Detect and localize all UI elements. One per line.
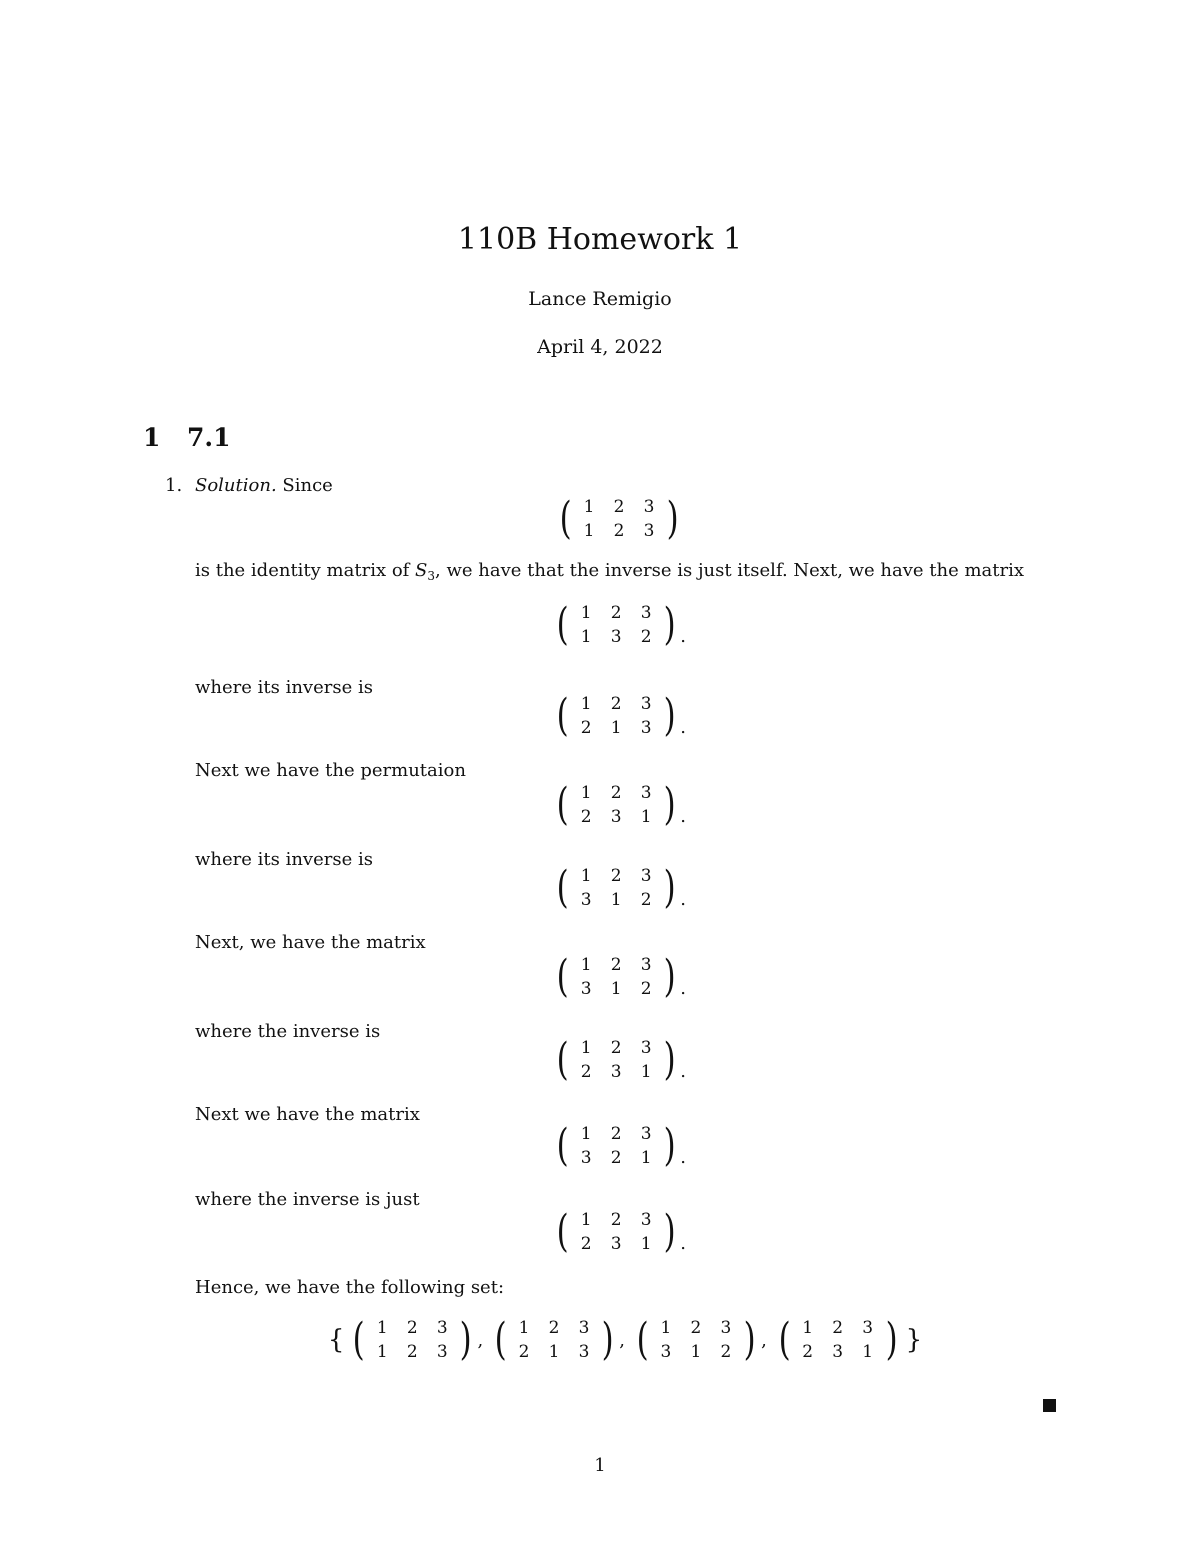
set-element-matrix: ( 1 2 3 2 1 3 ) <box>494 1314 614 1365</box>
set-element-matrix: ( 1 2 3 1 2 3 ) <box>352 1314 472 1365</box>
paragraph-text: Hence, we have the following set: <box>195 1277 505 1298</box>
matrix-block <box>0 493 1200 544</box>
solution-label: Solution. <box>195 475 277 496</box>
left-paren: ( <box>559 493 572 544</box>
set-element-matrix: ( 1 2 3 2 3 1 ) <box>778 1314 898 1365</box>
paragraph-text: where the inverse is just <box>195 1189 420 1210</box>
permutation-matrix: ( 1 2 3 2 3 1 ) <box>556 779 676 830</box>
permutation-matrix: ( 1 2 3 2 3 1 ) <box>556 1034 676 1085</box>
solution-heading <box>195 475 333 496</box>
set-close-brace: } <box>905 1325 923 1355</box>
matrix-block: ( 1 2 3 3 2 1 ) . <box>0 1124 1200 1168</box>
permutation-matrix: ( 1 2 3 2 1 3 ) <box>556 690 676 741</box>
matrix-block: ( 1 2 3 2 3 1 ) . <box>0 1210 1200 1254</box>
solution-lead-text: Since <box>282 475 333 496</box>
matrix-block: ( 1 2 3 1 3 2 ) . <box>0 603 1200 647</box>
section-number: 1 <box>143 423 161 452</box>
permutation-matrix: ( 1 2 3 3 1 2 ) <box>556 951 676 1002</box>
list-item-number: 1. <box>165 475 183 496</box>
identity-paragraph: is the identity matrix of $S_3$, we have that the inverse is just itself. Next, we have the matrix <box>195 560 1025 583</box>
matrix-block: ( 1 2 3 2 1 3 ) . <box>0 694 1200 738</box>
matrix-block: ( 1 2 3 2 3 1 ) . <box>0 783 1200 827</box>
permutation-set: { ( 1 2 3 1 2 3 ) , ( 1 2 3 2 1 3 ) , ( 1 2 3 3 1 2 ) , ( 1 2 3 2 3 1 ) } <box>327 1314 923 1365</box>
permutation-matrix: ( 1 2 3 1 3 2 ) <box>556 599 676 650</box>
paragraph-text: where its inverse is <box>195 677 373 698</box>
page-number: 1 <box>594 1455 606 1476</box>
paragraph-text: where its inverse is <box>195 849 373 870</box>
matrix-block: ( 1 2 3 3 1 2 ) . <box>0 955 1200 999</box>
right-paren: ) <box>666 493 679 544</box>
matrix-block: ( 1 2 3 2 3 1 ) . <box>0 1038 1200 1082</box>
paragraph-text: Next, we have the matrix <box>195 932 426 953</box>
permutation-matrix: ( 1 2 3 1 2 3 ) <box>559 493 679 544</box>
document-date: April 4, 2022 <box>537 336 663 358</box>
permutation-matrix: ( 1 2 3 2 3 1 ) <box>556 1206 676 1257</box>
section-title: 7.1 <box>187 423 231 452</box>
document-title: 110B Homework 1 <box>457 222 743 257</box>
author-name: Lance Remigio <box>528 288 672 310</box>
set-element-matrix: ( 1 2 3 3 1 2 ) <box>636 1314 756 1365</box>
set-open-brace: { <box>327 1325 345 1355</box>
permutation-matrix: ( 1 2 3 3 2 1 ) <box>556 1120 676 1171</box>
permutation-matrix: ( 1 2 3 3 1 2 ) <box>556 862 676 913</box>
paragraph-text: Next we have the matrix <box>195 1104 420 1125</box>
symmetric-group-symbol: S <box>415 560 428 581</box>
qed-square-icon <box>1043 1399 1056 1412</box>
paragraph-text: where the inverse is <box>195 1021 381 1042</box>
paragraph-text: Next we have the permutaion <box>195 760 466 781</box>
matrix-block: ( 1 2 3 3 1 2 ) . <box>0 866 1200 910</box>
